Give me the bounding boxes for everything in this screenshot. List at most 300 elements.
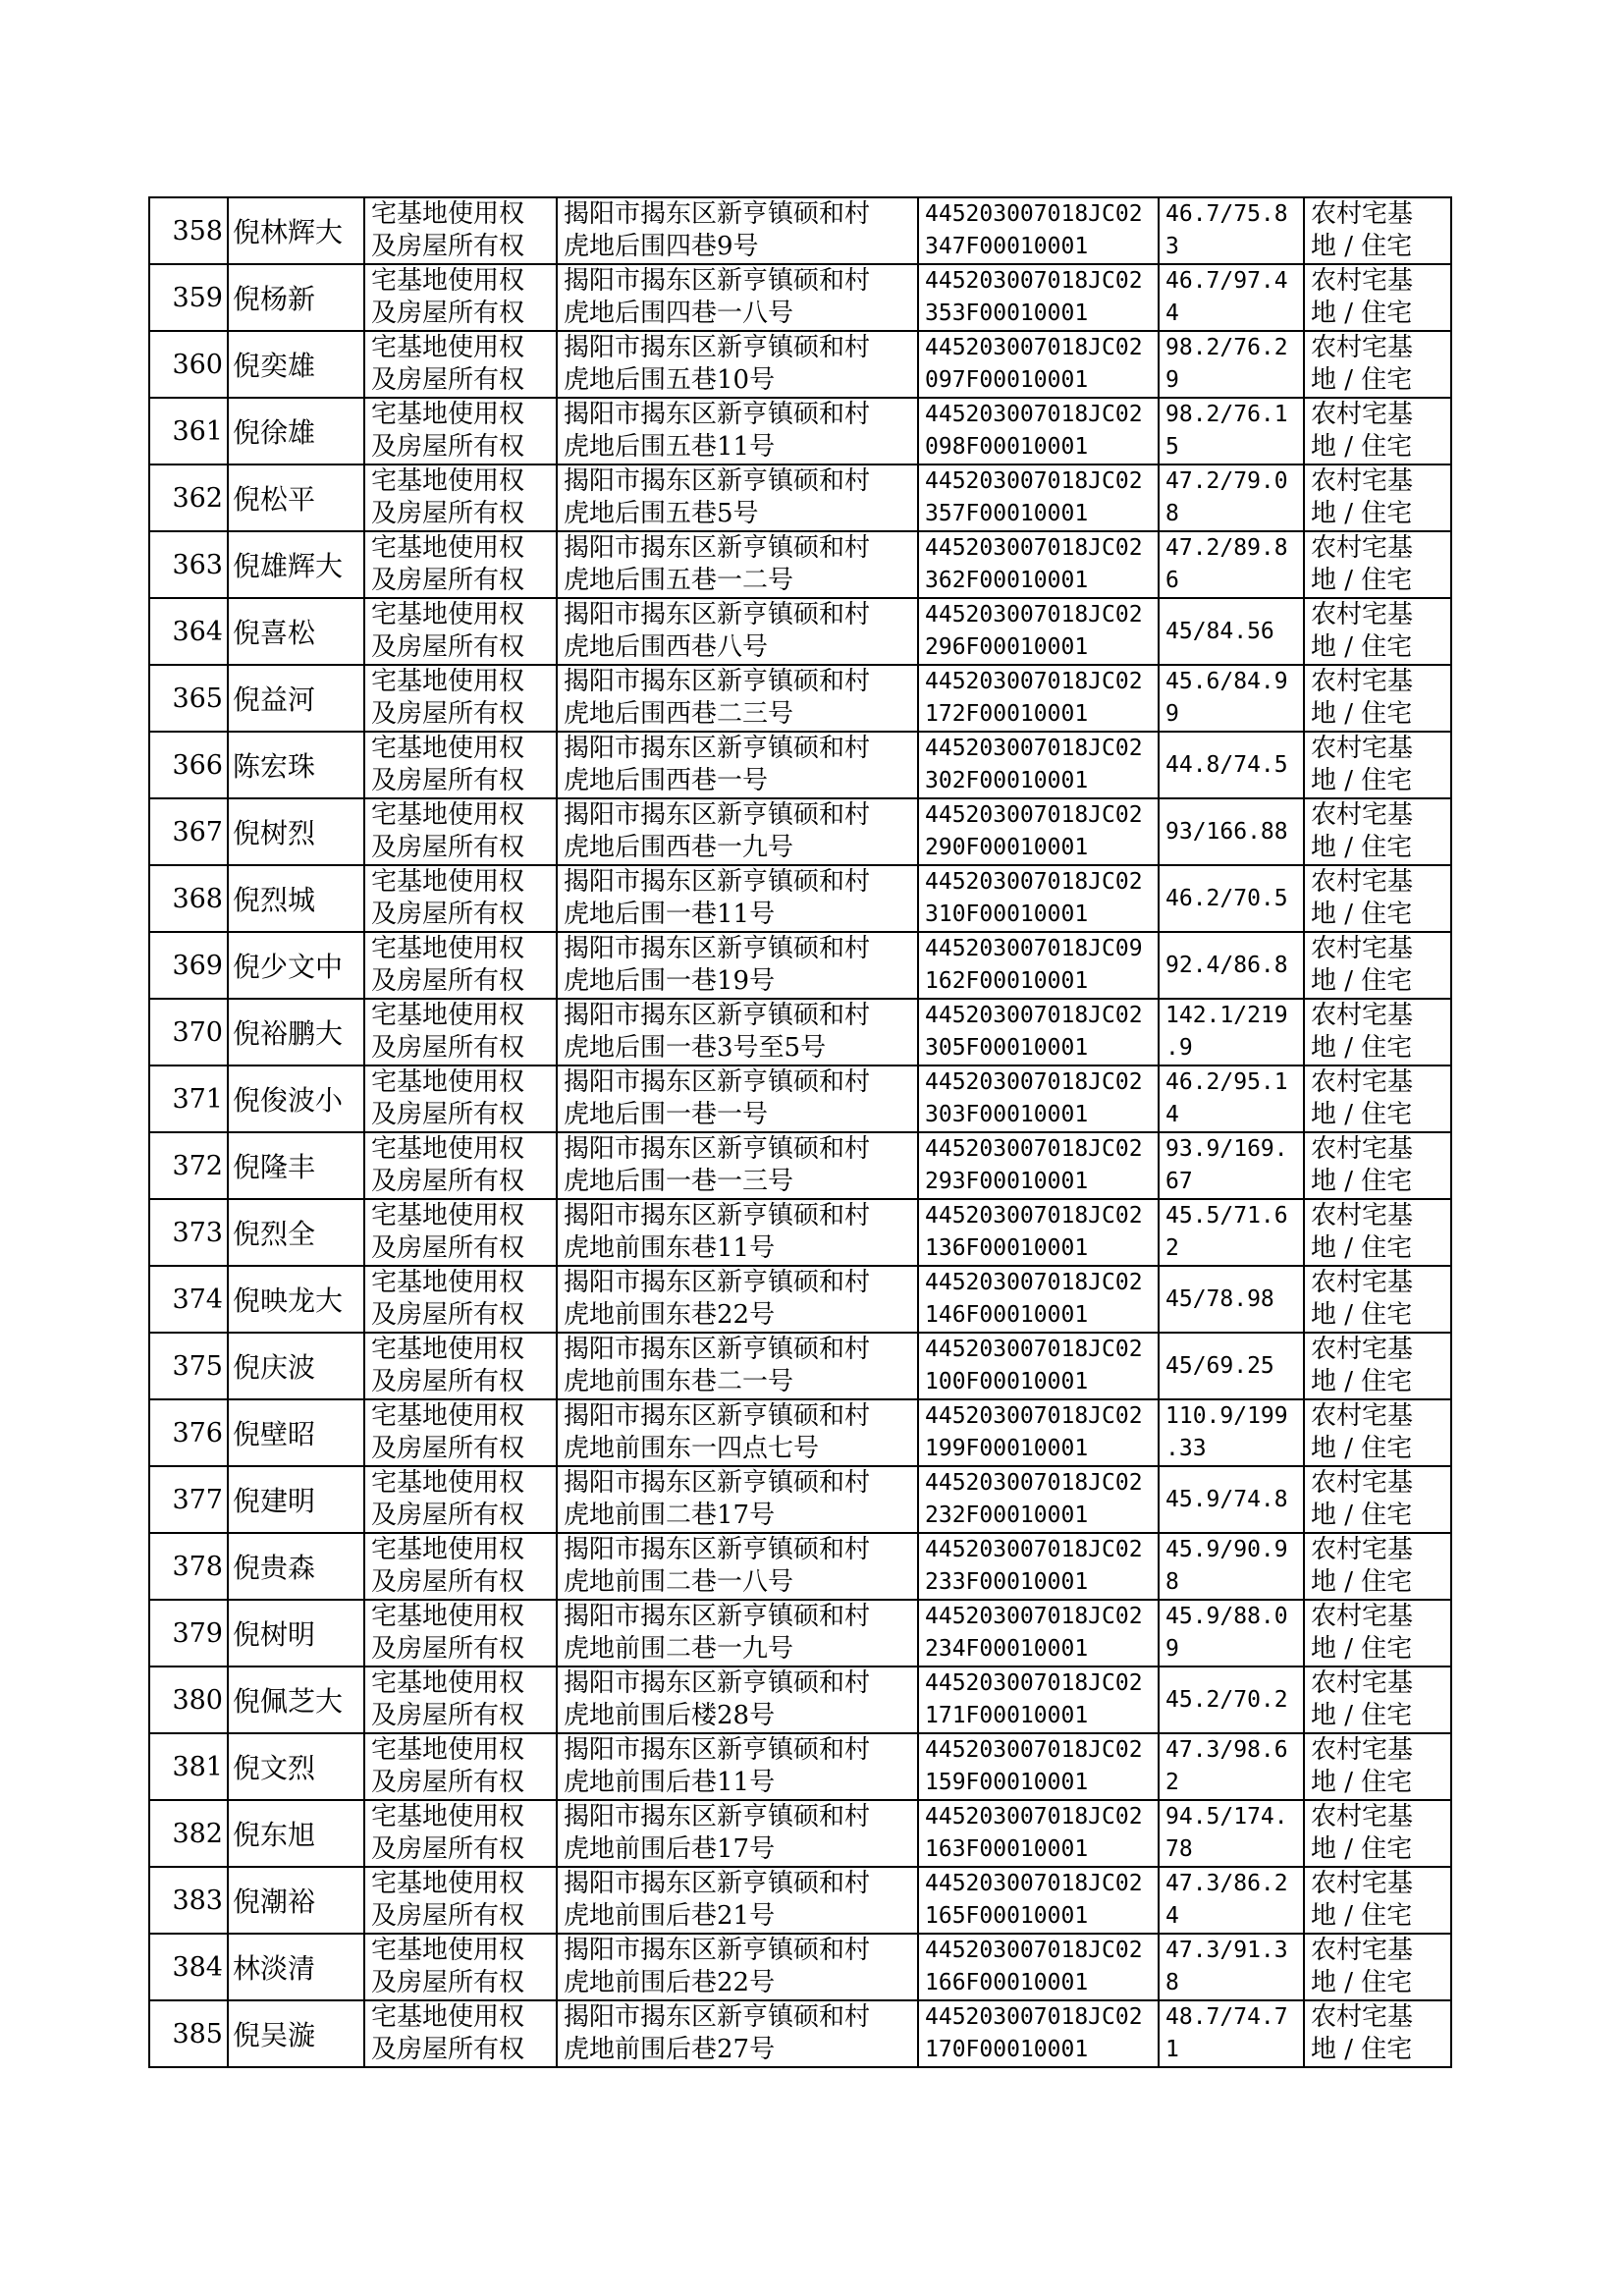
unit-code-line: 445203007018JC02 (925, 468, 1143, 494)
unit-code-line: 362F00010001 (925, 568, 1089, 593)
area-cell (1159, 1066, 1304, 1132)
right-type-cell (364, 1266, 557, 1333)
owner-name-cell: 倪树明 (228, 1600, 364, 1667)
unit-code-cell (918, 798, 1159, 865)
land-use-line: 地 / 住宅 (1311, 1367, 1413, 1396)
area-line: 45.2/70.2 (1165, 1686, 1288, 1713)
area-line: 8 (1165, 501, 1179, 526)
land-use-line: 农村宅基 (1311, 867, 1414, 897)
area-cell (1159, 798, 1304, 865)
area-line: 47.3/86.2 (1165, 1871, 1288, 1896)
address-line: 揭阳市揭东区新亨镇硕和村 (564, 2002, 871, 2032)
area-line: 93.9/169. (1165, 1136, 1288, 1162)
unit-code-line: 171F00010001 (925, 1703, 1089, 1728)
area-cell (1159, 531, 1304, 598)
unit-code-line: 163F00010001 (925, 1836, 1089, 1862)
unit-code-line: 353F00010001 (925, 301, 1089, 326)
land-use-line: 农村宅基 (1311, 1802, 1414, 1831)
land-use-line: 农村宅基 (1311, 800, 1414, 830)
unit-code-line: 232F00010001 (925, 1503, 1089, 1528)
address-line: 虎地后围一巷3号至5号 (564, 1033, 827, 1063)
right-type-line: 宅基地使用权 (371, 934, 525, 963)
right-type-line: 宅基地使用权 (371, 1602, 525, 1631)
owner-name-cell: 倪东旭 (228, 1800, 364, 1867)
unit-code-line: 098F00010001 (925, 434, 1089, 460)
land-use-line: 地 / 住宅 (1311, 632, 1413, 662)
land-use-line: 农村宅基 (1311, 667, 1414, 696)
area-line: 45.5/71.6 (1165, 1203, 1288, 1229)
unit-code-line: 445203007018JC02 (925, 402, 1143, 427)
unit-code-cell (918, 1867, 1159, 1934)
unit-code-line: 305F00010001 (925, 1035, 1089, 1061)
row-number-cell: 377 (149, 1466, 228, 1533)
land-use-line: 农村宅基 (1311, 1602, 1414, 1631)
land-use-cell (1304, 1667, 1451, 1733)
row-number-cell: 372 (149, 1132, 228, 1199)
table-row (149, 2000, 1451, 2067)
table-row (149, 1066, 1451, 1132)
right-type-cell (364, 798, 557, 865)
address-line: 揭阳市揭东区新亨镇硕和村 (564, 600, 871, 629)
land-use-line: 农村宅基 (1311, 1268, 1414, 1297)
address-line: 揭阳市揭东区新亨镇硕和村 (564, 800, 871, 830)
address-cell (557, 732, 918, 798)
land-use-cell (1304, 1533, 1451, 1600)
row-number-cell: 360 (149, 331, 228, 398)
address-line: 揭阳市揭东区新亨镇硕和村 (564, 1936, 871, 1965)
right-type-line: 及房屋所有权 (371, 1567, 525, 1597)
area-line: 67 (1165, 1169, 1193, 1194)
address-line: 虎地后围一巷一号 (564, 1100, 769, 1129)
area-line: 45/69.25 (1165, 1352, 1274, 1379)
row-number-cell: 379 (149, 1600, 228, 1667)
table-row (149, 331, 1451, 398)
land-use-line: 地 / 住宅 (1311, 1768, 1413, 1797)
unit-code-cell (918, 264, 1159, 331)
address-line: 揭阳市揭东区新亨镇硕和村 (564, 1268, 871, 1297)
unit-code-cell (918, 1600, 1159, 1667)
right-type-cell (364, 665, 557, 732)
area-cell (1159, 1600, 1304, 1667)
area-cell (1159, 732, 1304, 798)
area-line: 46.2/70.5 (1165, 885, 1288, 911)
address-line: 揭阳市揭东区新亨镇硕和村 (564, 1602, 871, 1631)
owner-name-cell: 陈宏珠 (228, 732, 364, 798)
table-row (149, 1667, 1451, 1733)
address-line: 虎地前围后巷11号 (564, 1768, 776, 1797)
unit-code-line: 445203007018JC02 (925, 1337, 1143, 1362)
unit-code-line: 445203007018JC02 (925, 1537, 1143, 1562)
address-line: 揭阳市揭东区新亨镇硕和村 (564, 266, 871, 296)
right-type-line: 及房屋所有权 (371, 432, 525, 462)
land-use-line: 农村宅基 (1311, 466, 1414, 496)
unit-code-line: 233F00010001 (925, 1569, 1089, 1595)
row-number-cell: 363 (149, 531, 228, 598)
row-number-cell: 369 (149, 932, 228, 999)
land-use-line: 农村宅基 (1311, 400, 1414, 429)
unit-code-line: 445203007018JC02 (925, 1871, 1143, 1896)
land-use-line: 地 / 住宅 (1311, 1100, 1413, 1129)
right-type-line: 及房屋所有权 (371, 1701, 525, 1730)
unit-code-line: 310F00010001 (925, 902, 1089, 927)
land-use-line: 农村宅基 (1311, 1001, 1414, 1030)
land-use-line: 地 / 住宅 (1311, 1233, 1413, 1263)
owner-name-cell: 倪佩芝大 (228, 1667, 364, 1733)
area-line: 46.7/97.4 (1165, 268, 1288, 294)
table-row (149, 1600, 1451, 1667)
unit-code-line: 445203007018JC02 (925, 669, 1143, 694)
row-number-cell: 378 (149, 1533, 228, 1600)
address-line: 揭阳市揭东区新亨镇硕和村 (564, 1401, 871, 1431)
right-type-cell (364, 1533, 557, 1600)
unit-code-cell (918, 1199, 1159, 1266)
table-row (149, 1399, 1451, 1466)
land-use-cell (1304, 932, 1451, 999)
address-cell (557, 1600, 918, 1667)
unit-code-line: 162F00010001 (925, 968, 1089, 994)
area-line: 45.6/84.9 (1165, 669, 1288, 694)
row-number-cell: 381 (149, 1733, 228, 1800)
owner-name-cell: 倪烈城 (228, 865, 364, 932)
unit-code-line: 445203007018JC02 (925, 1470, 1143, 1496)
owner-name-cell: 倪隆丰 (228, 1132, 364, 1199)
address-cell (557, 1333, 918, 1399)
unit-code-cell (918, 331, 1159, 398)
owner-name-cell: 林淡清 (228, 1934, 364, 2000)
unit-code-line: 445203007018JC02 (925, 602, 1143, 628)
address-line: 虎地前围东巷22号 (564, 1300, 776, 1330)
table-row (149, 398, 1451, 464)
owner-name-cell: 倪文烈 (228, 1733, 364, 1800)
right-type-cell (364, 1733, 557, 1800)
address-line: 虎地前围二巷一九号 (564, 1634, 794, 1664)
unit-code-cell (918, 531, 1159, 598)
right-type-line: 及房屋所有权 (371, 1367, 525, 1396)
area-line: .33 (1165, 1436, 1207, 1461)
area-line: 110.9/199 (1165, 1403, 1288, 1429)
land-use-line: 地 / 住宅 (1311, 1033, 1413, 1063)
land-use-line: 农村宅基 (1311, 1401, 1414, 1431)
row-number-cell: 361 (149, 398, 228, 464)
area-line: 8 (1165, 1970, 1179, 1995)
unit-code-line: 445203007018JC02 (925, 2004, 1143, 2030)
area-cell (1159, 398, 1304, 464)
address-line: 揭阳市揭东区新亨镇硕和村 (564, 1134, 871, 1164)
land-use-line: 地 / 住宅 (1311, 833, 1413, 862)
table-row (149, 932, 1451, 999)
address-line: 虎地前围后巷17号 (564, 1834, 776, 1864)
address-line: 虎地前围东巷11号 (564, 1233, 776, 1263)
area-line: 9 (1165, 1636, 1179, 1662)
address-cell (557, 398, 918, 464)
unit-code-cell (918, 932, 1159, 999)
address-cell (557, 1266, 918, 1333)
right-type-line: 宅基地使用权 (371, 734, 525, 763)
address-line: 虎地后围一巷19号 (564, 966, 776, 996)
row-number-cell: 373 (149, 1199, 228, 1266)
unit-code-line: 445203007018JC02 (925, 1403, 1143, 1429)
owner-name-cell: 倪庆波 (228, 1333, 364, 1399)
owner-name-cell: 倪松平 (228, 464, 364, 531)
area-line: 98.2/76.1 (1165, 402, 1288, 427)
area-line: 47.2/79.0 (1165, 468, 1288, 494)
unit-code-cell (918, 1533, 1159, 1600)
area-line: 47.3/98.6 (1165, 1737, 1288, 1763)
address-line: 揭阳市揭东区新亨镇硕和村 (564, 1802, 871, 1831)
unit-code-line: 445203007018JC02 (925, 335, 1143, 360)
table-row (149, 1132, 1451, 1199)
land-use-line: 农村宅基 (1311, 1535, 1414, 1564)
right-type-line: 及房屋所有权 (371, 499, 525, 528)
right-type-line: 及房屋所有权 (371, 1968, 525, 1997)
area-cell (1159, 1266, 1304, 1333)
unit-code-line: 159F00010001 (925, 1770, 1089, 1795)
area-line: 4 (1165, 1102, 1179, 1127)
land-use-line: 地 / 住宅 (1311, 900, 1413, 929)
area-cell (1159, 331, 1304, 398)
right-type-line: 宅基地使用权 (371, 1201, 525, 1230)
unit-code-line: 293F00010001 (925, 1169, 1089, 1194)
address-cell (557, 464, 918, 531)
right-type-line: 及房屋所有权 (371, 632, 525, 662)
unit-code-cell (918, 1466, 1159, 1533)
row-number-cell: 362 (149, 464, 228, 531)
land-use-line: 地 / 住宅 (1311, 766, 1413, 795)
address-line: 虎地前围二巷一八号 (564, 1567, 794, 1597)
area-line: 45.9/74.8 (1165, 1486, 1288, 1512)
address-cell (557, 1066, 918, 1132)
right-type-cell (364, 1867, 557, 1934)
unit-code-line: 445203007018JC09 (925, 936, 1143, 961)
area-line: 94.5/174. (1165, 1804, 1288, 1830)
unit-code-line: 302F00010001 (925, 768, 1089, 793)
row-number-cell: 376 (149, 1399, 228, 1466)
unit-code-line: 445203007018JC02 (925, 1670, 1143, 1696)
unit-code-line: 445203007018JC02 (925, 802, 1143, 828)
address-cell (557, 1667, 918, 1733)
land-use-cell (1304, 1199, 1451, 1266)
owner-name-cell: 倪建明 (228, 1466, 364, 1533)
right-type-line: 宅基地使用权 (371, 2002, 525, 2032)
unit-code-line: 445203007018JC02 (925, 535, 1143, 561)
right-type-line: 及房屋所有权 (371, 900, 525, 929)
address-cell (557, 197, 918, 264)
right-type-cell (364, 1800, 557, 1867)
area-cell (1159, 197, 1304, 264)
table-row (149, 1800, 1451, 1867)
right-type-line: 及房屋所有权 (371, 1167, 525, 1196)
right-type-line: 及房屋所有权 (371, 365, 525, 395)
row-number-cell: 380 (149, 1667, 228, 1733)
row-number-cell: 374 (149, 1266, 228, 1333)
area-cell (1159, 1132, 1304, 1199)
area-cell (1159, 464, 1304, 531)
unit-code-line: 146F00010001 (925, 1302, 1089, 1328)
land-use-line: 地 / 住宅 (1311, 1167, 1413, 1196)
land-use-line: 地 / 住宅 (1311, 1501, 1413, 1530)
land-use-line: 农村宅基 (1311, 2002, 1414, 2032)
right-type-cell (364, 1466, 557, 1533)
row-number-cell: 382 (149, 1800, 228, 1867)
right-type-line: 及房屋所有权 (371, 1501, 525, 1530)
right-type-cell (364, 1600, 557, 1667)
area-cell (1159, 1199, 1304, 1266)
unit-code-cell (918, 2000, 1159, 2067)
land-use-line: 农村宅基 (1311, 600, 1414, 629)
right-type-line: 宅基地使用权 (371, 466, 525, 496)
right-type-line: 及房屋所有权 (371, 766, 525, 795)
address-line: 揭阳市揭东区新亨镇硕和村 (564, 934, 871, 963)
right-type-cell (364, 1667, 557, 1733)
unit-code-line: 445203007018JC02 (925, 1938, 1143, 1963)
land-use-cell (1304, 999, 1451, 1066)
address-cell (557, 2000, 918, 2067)
area-cell (1159, 264, 1304, 331)
table-row (149, 1199, 1451, 1266)
area-line: 4 (1165, 301, 1179, 326)
unit-code-line: 199F00010001 (925, 1436, 1089, 1461)
unit-code-cell (918, 1266, 1159, 1333)
unit-code-cell (918, 665, 1159, 732)
unit-code-line: 097F00010001 (925, 367, 1089, 393)
address-cell (557, 798, 918, 865)
row-number-cell: 366 (149, 732, 228, 798)
land-use-line: 农村宅基 (1311, 1735, 1414, 1765)
area-line: 44.8/74.5 (1165, 751, 1288, 778)
table-row (149, 798, 1451, 865)
unit-code-line: 445203007018JC02 (925, 1737, 1143, 1763)
unit-code-cell (918, 999, 1159, 1066)
unit-code-line: 357F00010001 (925, 501, 1089, 526)
address-line: 揭阳市揭东区新亨镇硕和村 (564, 400, 871, 429)
land-use-line: 地 / 住宅 (1311, 499, 1413, 528)
right-type-cell (364, 1399, 557, 1466)
address-cell (557, 1399, 918, 1466)
land-use-cell (1304, 1266, 1451, 1333)
right-type-line: 宅基地使用权 (371, 1001, 525, 1030)
owner-name-cell: 倪烈全 (228, 1199, 364, 1266)
right-type-cell (364, 197, 557, 264)
land-use-cell (1304, 865, 1451, 932)
right-type-cell (364, 2000, 557, 2067)
land-use-line: 地 / 住宅 (1311, 1567, 1413, 1597)
area-line: 46.7/75.8 (1165, 201, 1288, 227)
land-use-line: 地 / 住宅 (1311, 299, 1413, 328)
address-line: 虎地前围后巷21号 (564, 1901, 776, 1931)
right-type-cell (364, 732, 557, 798)
address-cell (557, 865, 918, 932)
land-use-line: 地 / 住宅 (1311, 1901, 1413, 1931)
area-cell (1159, 932, 1304, 999)
unit-code-line: 347F00010001 (925, 234, 1089, 259)
address-cell (557, 1934, 918, 2000)
land-use-cell (1304, 1333, 1451, 1399)
right-type-line: 宅基地使用权 (371, 1936, 525, 1965)
land-use-line: 地 / 住宅 (1311, 699, 1413, 729)
table-row (149, 464, 1451, 531)
unit-code-line: 445203007018JC02 (925, 1069, 1143, 1095)
right-type-line: 及房屋所有权 (371, 699, 525, 729)
land-use-cell (1304, 665, 1451, 732)
address-line: 揭阳市揭东区新亨镇硕和村 (564, 1869, 871, 1898)
land-use-cell (1304, 1733, 1451, 1800)
table-row (149, 1266, 1451, 1333)
right-type-line: 及房屋所有权 (371, 1434, 525, 1463)
address-line: 揭阳市揭东区新亨镇硕和村 (564, 867, 871, 897)
address-cell (557, 1733, 918, 1800)
right-type-cell (364, 1333, 557, 1399)
row-number-cell: 383 (149, 1867, 228, 1934)
owner-name-cell: 倪贵森 (228, 1533, 364, 1600)
area-cell (1159, 1399, 1304, 1466)
address-line: 揭阳市揭东区新亨镇硕和村 (564, 466, 871, 496)
table-row (149, 598, 1451, 665)
land-use-line: 农村宅基 (1311, 734, 1414, 763)
right-type-line: 宅基地使用权 (371, 1067, 525, 1097)
owner-name-cell: 倪奕雄 (228, 331, 364, 398)
owner-name-cell: 倪益河 (228, 665, 364, 732)
land-use-line: 地 / 住宅 (1311, 966, 1413, 996)
address-line: 揭阳市揭东区新亨镇硕和村 (564, 1001, 871, 1030)
right-type-line: 及房屋所有权 (371, 1901, 525, 1931)
owner-name-cell: 倪林辉大 (228, 197, 364, 264)
address-cell (557, 264, 918, 331)
land-use-line: 农村宅基 (1311, 1134, 1414, 1164)
row-number-cell: 371 (149, 1066, 228, 1132)
area-cell (1159, 999, 1304, 1066)
right-type-line: 宅基地使用权 (371, 1134, 525, 1164)
unit-code-line: 170F00010001 (925, 2037, 1089, 2062)
right-type-line: 宅基地使用权 (371, 667, 525, 696)
area-line: 5 (1165, 434, 1179, 460)
property-rights-table (148, 196, 1452, 2068)
table-row (149, 1466, 1451, 1533)
table-row (149, 264, 1451, 331)
address-cell (557, 1199, 918, 1266)
area-line: .9 (1165, 1035, 1193, 1061)
address-line: 虎地后围一巷一三号 (564, 1167, 794, 1196)
right-type-line: 宅基地使用权 (371, 1335, 525, 1364)
unit-code-line: 445203007018JC02 (925, 869, 1143, 895)
land-use-cell (1304, 1132, 1451, 1199)
unit-code-line: 445203007018JC02 (925, 268, 1143, 294)
address-line: 揭阳市揭东区新亨镇硕和村 (564, 1468, 871, 1498)
table-row (149, 665, 1451, 732)
area-line: 47.2/89.8 (1165, 535, 1288, 561)
area-cell (1159, 1733, 1304, 1800)
unit-code-line: 445203007018JC02 (925, 1003, 1143, 1028)
area-line: 4 (1165, 1903, 1179, 1929)
area-cell (1159, 2000, 1304, 2067)
address-cell (557, 1533, 918, 1600)
right-type-line: 及房屋所有权 (371, 1634, 525, 1664)
unit-code-line: 445203007018JC02 (925, 1604, 1143, 1629)
address-line: 虎地后围一巷11号 (564, 900, 776, 929)
address-line: 虎地后围西巷一九号 (564, 833, 794, 862)
area-line: 45/84.56 (1165, 618, 1274, 644)
address-line: 揭阳市揭东区新亨镇硕和村 (564, 533, 871, 563)
land-use-cell (1304, 798, 1451, 865)
area-line: 78 (1165, 1836, 1193, 1862)
land-use-line: 农村宅基 (1311, 934, 1414, 963)
owner-name-cell: 倪雄辉大 (228, 531, 364, 598)
unit-code-cell (918, 1066, 1159, 1132)
right-type-cell (364, 598, 557, 665)
row-number-cell: 367 (149, 798, 228, 865)
area-line: 93/166.88 (1165, 818, 1288, 845)
table-row (149, 531, 1451, 598)
unit-code-line: 166F00010001 (925, 1970, 1089, 1995)
